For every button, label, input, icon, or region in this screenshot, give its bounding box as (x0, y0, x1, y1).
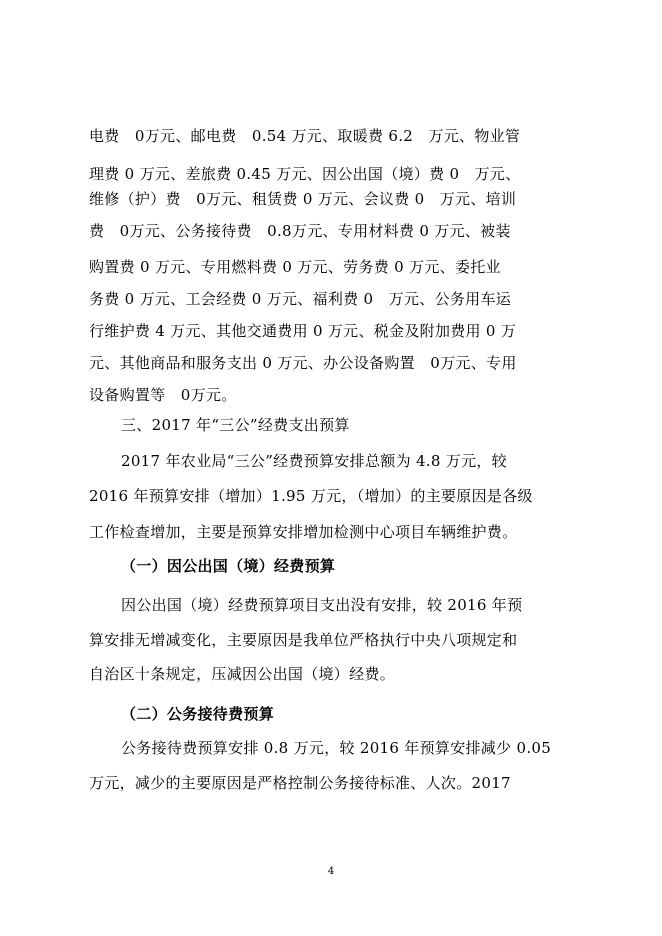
body-text-line: 电费 0万元、邮电费 0.54 万元、取暖费 6.2 万元、物业管 (89, 127, 521, 145)
body-text-line: 理费 0 万元、差旅费 0.45 万元、因公出国（境）费 0 万元、 (89, 165, 521, 183)
page-number: 4 (327, 866, 335, 877)
body-text-line: 自治区十条规定，压减因公出国（境）经费。 (89, 665, 396, 683)
body-text-line: 工作检查增加，主要是预算安排增加检测中心项目车辆维护费。 (89, 523, 518, 541)
body-text-line: 因公出国（境）经费预算项目支出没有安排，较 2016 年预 (121, 596, 523, 614)
body-text-line: 公务接待费预算安排 0.8 万元，较 2016 年预算安排减少 0.05 (121, 739, 552, 757)
body-text-line: 算安排无增减变化，主要原因是我单位严格执行中央八项规定和 (89, 631, 518, 649)
body-text-line: 购置费 0 万元、专用燃料费 0 万元、劳务费 0 万元、委托业 (89, 258, 501, 276)
subsection-heading: （二）公务接待费预算 (121, 705, 275, 723)
body-text-line: 设备购置等 0万元。 (89, 386, 237, 404)
body-text-line: 行维护费 4 万元、其他交通费用 0 万元、税金及附加费用 0 万 (89, 322, 517, 340)
body-text-line: 2016 年预算安排（增加）1.95 万元，（增加）的主要原因是各级 (89, 487, 533, 505)
body-text-line: 费 0万元、公务接待费 0.8万元、专用材料费 0 万元、被装 (89, 222, 511, 240)
subsection-heading: （一）因公出国（境）经费预算 (121, 557, 336, 575)
section-heading: 三、2017 年“三公”经费支出预算 (121, 416, 350, 434)
body-text-line: 万元，减少的主要原因是严格控制公务接待标准、人次。2017 (89, 774, 511, 792)
body-text-line: 维修（护）费 0万元、租赁费 0 万元、会议费 0 万元、培训 (89, 190, 517, 208)
body-text-line: 2017 年农业局“三公”经费预算安排总额为 4.8 万元，较 (121, 452, 507, 470)
body-text-line: 元、其他商品和服务支出 0 万元、办公设备购置 0万元、专用 (89, 354, 517, 372)
body-text-line: 务费 0 万元、工会经费 0 万元、福利费 0 万元、公务用车运 (89, 290, 512, 308)
